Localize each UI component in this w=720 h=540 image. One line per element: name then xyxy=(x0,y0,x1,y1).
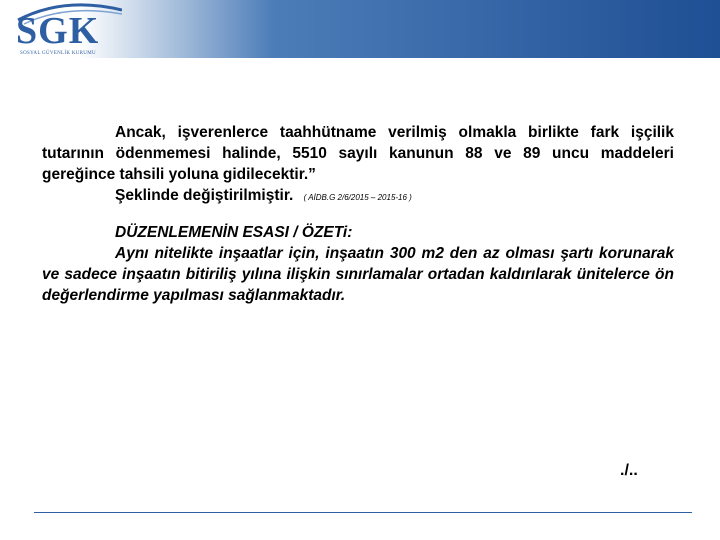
footer-divider xyxy=(34,512,692,513)
logo-subtitle: SOSYAL GÜVENLİK KURUMU xyxy=(20,51,96,56)
logo-text: SGK xyxy=(16,10,100,52)
amendment-line xyxy=(42,185,674,208)
paragraph-1: Ancak, işverenlerce taahhütname verilmiş olmakla birlikte fark işçilik tutarının ödenmemesi halinde, 5510 sayılı kanunun 88 ve 89 uncu maddeleri gereğince tahsili yoluna gidilecektir.” xyxy=(42,124,674,183)
amended-text: Şeklinde değiştirilmiştir. xyxy=(115,187,294,204)
header-stripe xyxy=(80,0,720,58)
document-body xyxy=(42,122,674,306)
section-title: DÜZENLEMENİN ESASI / ÖZETi: xyxy=(115,224,353,241)
continue-mark: ./.. xyxy=(620,462,638,479)
reference-note: ( AİDB.G 2/6/2015 – 2015-16 ) xyxy=(303,193,412,202)
section-body: Aynı nitelikte inşaatlar için, inşaatın 300 m2 den az olması şartı korunarak ve sadece inşaatın bitiriliş yılına ilişkin sınırlamalar ortadan kaldırılarak ünitelerce ön değerlendirme yapılması sağlanmaktadır. xyxy=(42,245,674,304)
sgk-logo xyxy=(4,2,122,60)
